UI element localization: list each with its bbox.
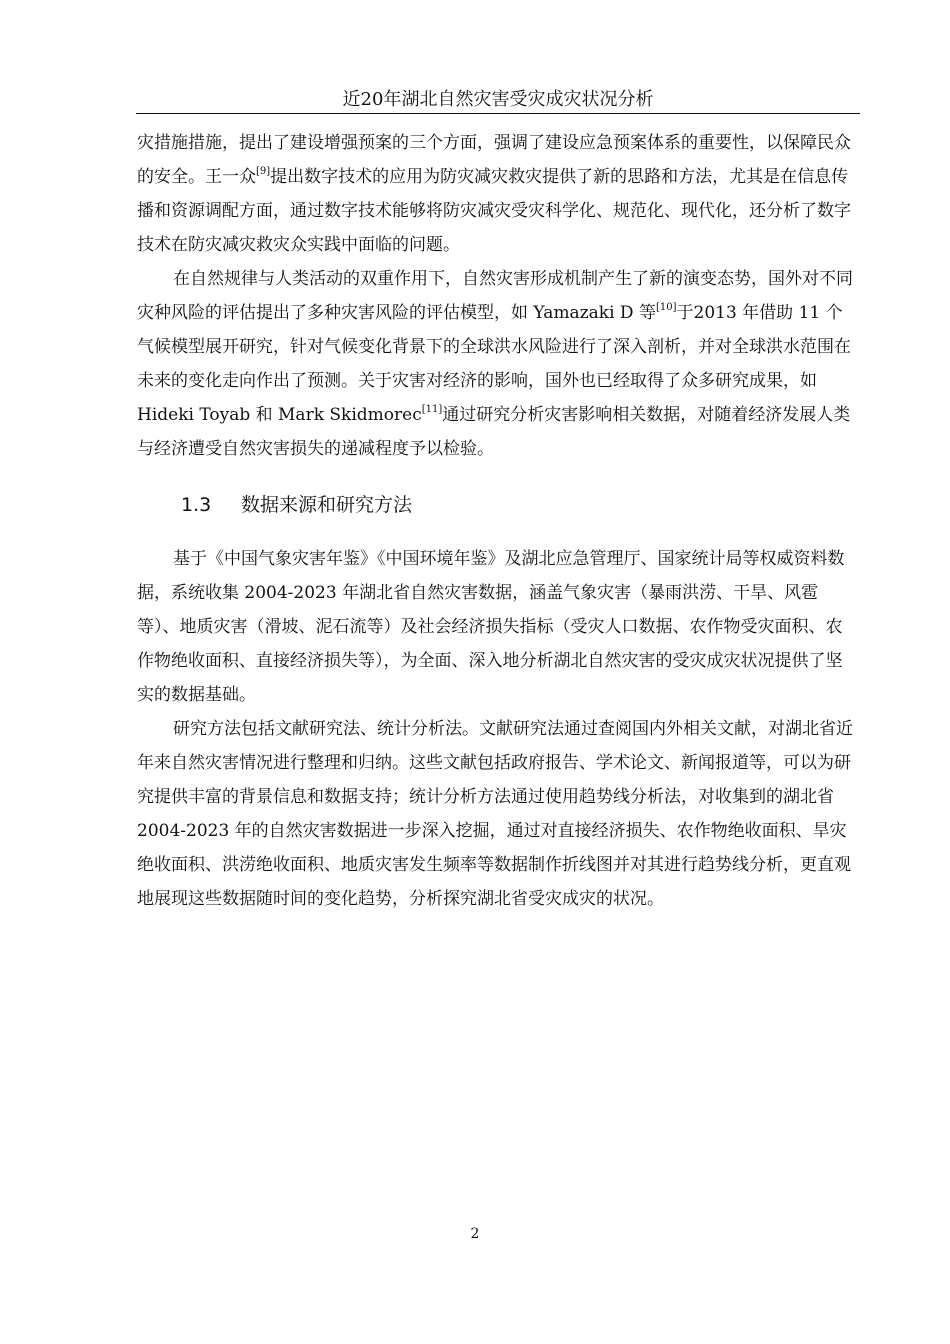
paragraph-2-text-b: 于2013 年借助 11 个气候模型展开研究，针对气候变化背景下的全球洪水风险进行了深入剖析，并对全球洪水范围在未来的变化走向作出了预测。关于灾害对经济的影响，国外也已经取得了众多研究成果，如 Hideki Toyab 和 Mark Skidmorec	[137, 303, 851, 425]
paragraph-2	[137, 262, 859, 466]
section-heading	[181, 491, 859, 519]
section-number: 1.3	[181, 494, 212, 516]
paragraph-1-text-b: 提出数字技术的应用为防灾减灾救灾提供了新的思路和方法，尤其是在信息传播和资源调配方面，通过数字技术能够将防灾减灾受灾科学化、规范化、现代化，还分析了数字技术在防灾减灾救灾众实践中面临的问题。	[137, 167, 851, 255]
running-header: 近20年湖北自然灾害受灾成灾状况分析	[342, 89, 654, 110]
document-body	[137, 126, 859, 916]
page-number: 2	[470, 1226, 480, 1242]
section-title: 数据来源和研究方法	[241, 494, 413, 516]
citation-11: [11]	[421, 404, 443, 415]
paragraph-4: 研究方法包括文献研究法、统计分析法。文献研究法通过查阅国内外相关文献，对湖北省近年来自然灾害情况进行整理和归纳。这些文献包括政府报告、学术论文、新闻报道等，可以为研究提供丰富的背景信息和数据支持；统计分析方法通过使用趋势线分析法，对收集到的湖北省 2004-2023 年的自然灾害数据进一步深入挖掘，通过对直接经济损失、农作物绝收面积、旱灾绝收面积、洪涝绝收面积、地质灾害发生频率等数据制作折线图并对其进行趋势线分析，更直观地展现这些数据随时间的变化趋势，分析探究湖北省受灾成灾的状况。	[137, 719, 853, 909]
citation-9: [9]	[256, 166, 271, 177]
paragraph-2-text-c: 通过研究分析灾害影响相关数据，对随着经济发展人类与经济遭受自然灾害损失的递减程度予以检验。	[137, 405, 851, 459]
paragraph-1	[137, 126, 859, 262]
header-rule	[136, 113, 860, 114]
paragraph-2-text-a: 在自然规律与人类活动的双重作用下，自然灾害形成机制产生了新的演变态势，国外对不同灾种风险的评估提出了多种灾害风险的评估模型，如 Yamazaki D 等	[137, 269, 853, 323]
paragraph-3: 基于《中国气象灾害年鉴》《中国环境年鉴》及湖北应急管理厅、国家统计局等权威资料数据，系统收集 2004-2023 年湖北省自然灾害数据，涵盖气象灾害（暴雨洪涝、干旱、风雹等）、地质灾害（滑坡、泥石流等）及社会经济损失指标（受灾人口数据、农作物受灾面积、农作物绝收面积、直接经济损失等），为全面、深入地分析湖北自然灾害的受灾成灾状况提供了坚实的数据基础。	[137, 549, 845, 705]
paragraph-1-text-a: 灾措施措施，提出了建设增强预案的三个方面，强调了建设应急预案体系的重要性，以保障民众的安全。王一众	[137, 133, 851, 187]
citation-10: [10]	[655, 302, 677, 313]
